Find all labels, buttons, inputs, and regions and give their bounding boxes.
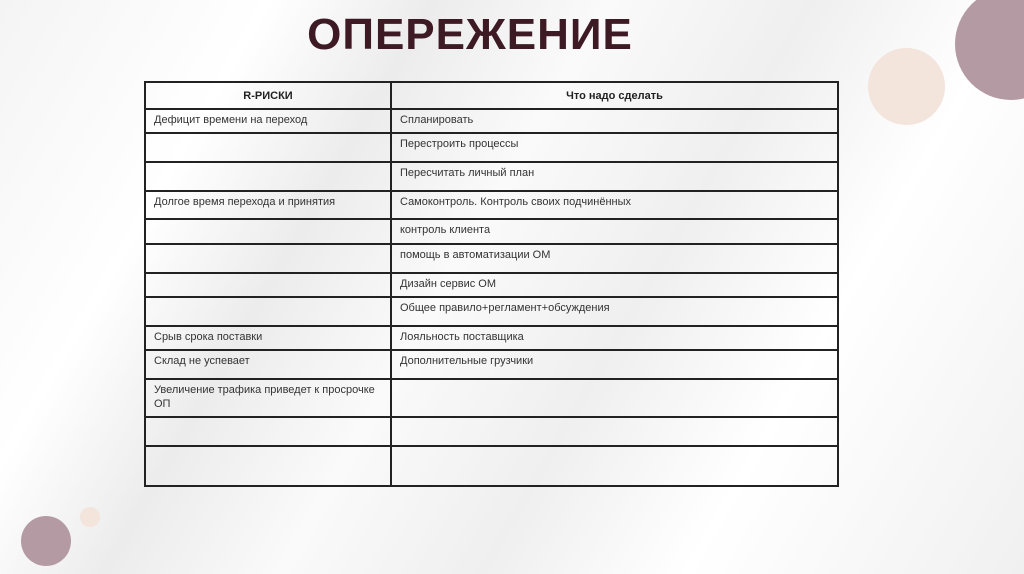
action-cell: помощь в автоматизации ОМ xyxy=(391,244,838,273)
risk-cell: Дефицит времени на переход xyxy=(145,109,391,133)
risk-cell: Увеличение трафика приведет к просрочке ОП xyxy=(145,379,391,417)
table-row xyxy=(145,162,838,191)
risk-cell: Срыв срока поставки xyxy=(145,326,391,350)
risk-cell xyxy=(145,162,391,191)
action-cell xyxy=(391,446,838,486)
risk-cell xyxy=(145,417,391,446)
risk-cell xyxy=(145,297,391,326)
table-row xyxy=(145,326,838,350)
table-row xyxy=(145,219,838,244)
table-row xyxy=(145,379,838,417)
header-actions: Что надо сделать xyxy=(391,82,838,109)
action-cell: Спланировать xyxy=(391,109,838,133)
risk-cell xyxy=(145,133,391,162)
action-cell: контроль клиента xyxy=(391,219,838,244)
slide-title: ОПЕРЕЖЕНИЕ xyxy=(307,10,633,59)
decor-circle-large xyxy=(955,0,1024,100)
action-cell xyxy=(391,417,838,446)
action-cell: Общее правило+регламент+обсуждения xyxy=(391,297,838,326)
header-risks: R-РИСКИ xyxy=(145,82,391,109)
action-cell: Дополнительные грузчики xyxy=(391,350,838,379)
risk-table xyxy=(144,81,839,487)
action-cell xyxy=(391,379,838,417)
action-cell: Пересчитать личный план xyxy=(391,162,838,191)
table-row xyxy=(145,191,838,219)
action-cell: Дизайн сервис ОМ xyxy=(391,273,838,297)
table-row xyxy=(145,417,838,446)
risk-cell xyxy=(145,446,391,486)
decor-circle-small xyxy=(80,507,100,527)
action-cell: Самоконтроль. Контроль своих подчинённых xyxy=(391,191,838,219)
risk-cell xyxy=(145,244,391,273)
risk-cell xyxy=(145,273,391,297)
table-row xyxy=(145,244,838,273)
table-row xyxy=(145,109,838,133)
action-cell: Перестроить процессы xyxy=(391,133,838,162)
table-row xyxy=(145,133,838,162)
table-row xyxy=(145,297,838,326)
table-row xyxy=(145,350,838,379)
table-row xyxy=(145,273,838,297)
risk-cell xyxy=(145,219,391,244)
table-row xyxy=(145,446,838,486)
decor-circle-bottom xyxy=(21,516,71,566)
risk-cell: Долгое время перехода и принятия xyxy=(145,191,391,219)
action-cell: Лояльность поставщика xyxy=(391,326,838,350)
risk-cell: Склад не успевает xyxy=(145,350,391,379)
